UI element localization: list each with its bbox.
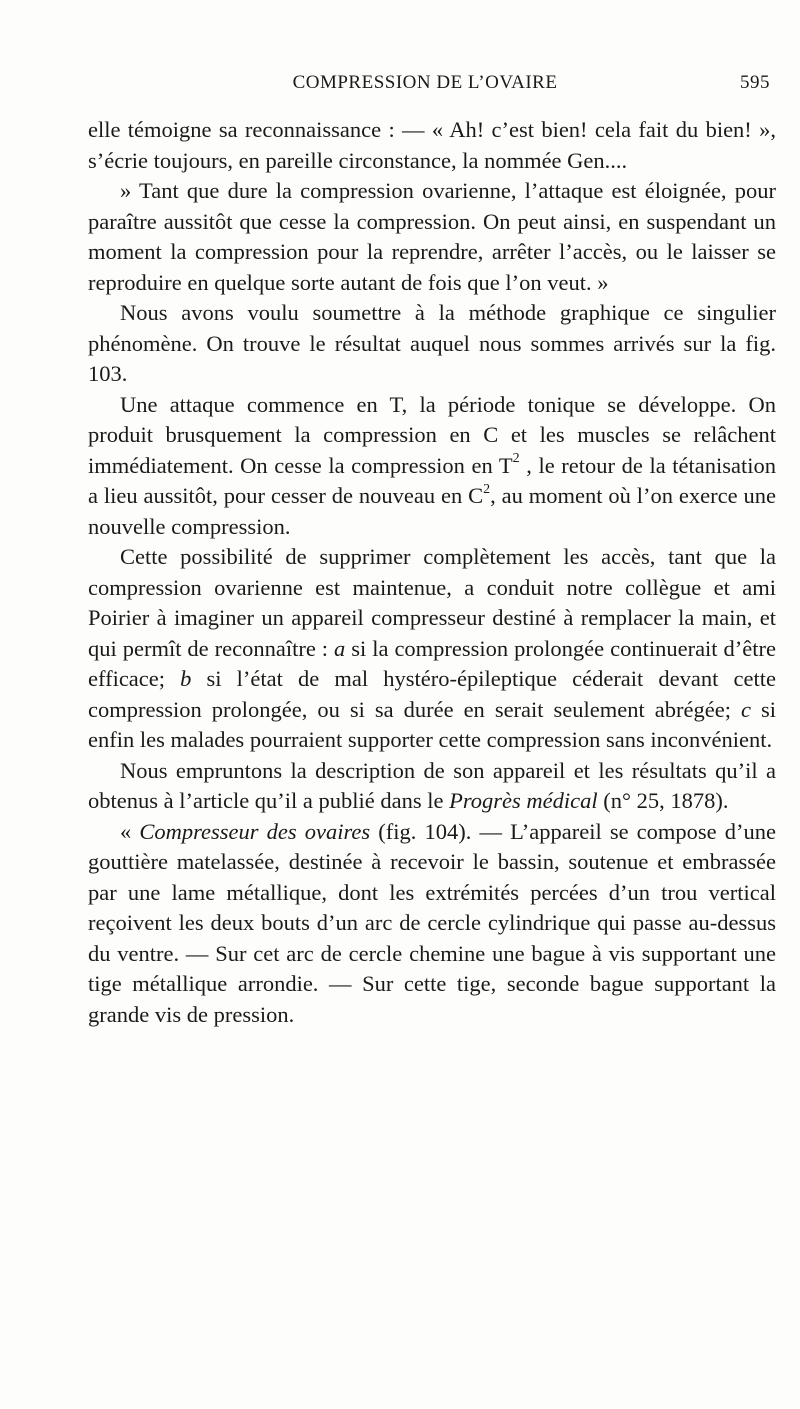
paragraph-1-text: elle témoigne sa reconnaissance : — « Ah! c’est bien! cela fait du bien! », s’écrie toujours, en pareille circonstance, la nommée Gen.... xyxy=(88,117,776,173)
running-title: COMPRESSION DE L’OVAIRE xyxy=(292,72,558,93)
paragraph-6 xyxy=(88,756,776,817)
paragraph-5-item-c: c xyxy=(740,696,751,722)
paragraph-5-item-a: a xyxy=(334,635,346,661)
running-head xyxy=(70,72,780,102)
paragraph-4 xyxy=(88,390,776,543)
paragraph-5-text-a: Cette possibilité de supprimer complètement les accès, tant que la compression ovarienne est maintenue, a conduit notre collègue et ami Poirier à imaginer un appareil compresseur destiné à remplacer la main, et qui permît de reconnaître : xyxy=(88,544,776,661)
paragraph-3-text: Nous avons voulu soumettre à la méthode graphique ce singulier phénomène. On trouve le résultat auquel nous sommes arrivés sur la fig. 103. xyxy=(88,300,776,386)
paragraph-6-text-a: Nous empruntons la description de son appareil et les résultats qu’il a obtenus à l’article qu’il a publié dans le xyxy=(88,757,776,813)
body-text xyxy=(88,115,776,1030)
paragraph-7-text-a: « xyxy=(120,818,140,844)
paragraph-2 xyxy=(88,176,776,298)
journal-title: Progrès médical xyxy=(449,788,598,813)
paragraph-5-text-c: si l’état de mal hystéro-épileptique céderait devant cette compression prolongée, ou si sa durée en serait seulement abrégée; xyxy=(88,666,776,722)
section-title: Compresseur des ovaires xyxy=(139,818,371,844)
page-number: 595 xyxy=(740,72,770,93)
paragraph-4-sup-b: 2 xyxy=(483,481,491,497)
paragraph-4-text-a: Une attaque commence en T, la période tonique se développe. On produit brusquement la compression en C et les muscles se relâchent immédiatement. On cesse la compression en T xyxy=(88,391,776,478)
paragraph-4-sup-a: 2 xyxy=(512,451,520,466)
paragraph-2-text: » Tant que dure la compression ovarienne, l’attaque est éloignée, pour paraître aussitôt que cesse la compression. On peut ainsi, en suspendant un moment la compression pour la reprendre, arrêter l’accès, ou le laisser se reproduire en quelque sorte autant de fois que l’on veut. » xyxy=(88,178,776,295)
paragraph-5-text-b: si la compression prolongée continuerait d’être efficace; xyxy=(88,635,776,691)
paragraph-7-text-b: (fig. 104). — L’appareil se compose d’une gouttière matelassée, destinée à recevoir le bassin, soutenue et embrassée par une lame métallique, dont les extrémités percées d’un trou vertical reçoivent les deux bouts d’un arc de cercle cylindrique qui passe au-dessus du ventre. — Sur cet arc de cercle chemine une bague à vis supportant une tige métallique arrondie. — Sur cette tige, seconde bague supportant la grande vis de pression. xyxy=(88,818,777,1027)
paragraph-4-text-c: , au moment où l’on exerce une nouvelle compression. xyxy=(88,483,776,539)
paragraph-5-item-b: b xyxy=(180,666,192,691)
paragraph-5 xyxy=(88,542,776,756)
paragraph-5-text-d: si enfin les malades pourraient supporter cette compression sans inconvénient. xyxy=(88,696,776,752)
paragraph-1 xyxy=(88,115,776,176)
paragraph-7 xyxy=(88,817,776,1031)
paragraph-4-text-b: , le retour de la tétanisation a lieu aussitôt, pour cesser de nouveau en C xyxy=(88,452,776,508)
paragraph-3 xyxy=(88,298,776,390)
paragraph-6-text-b: (n° 25, 1878). xyxy=(597,788,729,813)
